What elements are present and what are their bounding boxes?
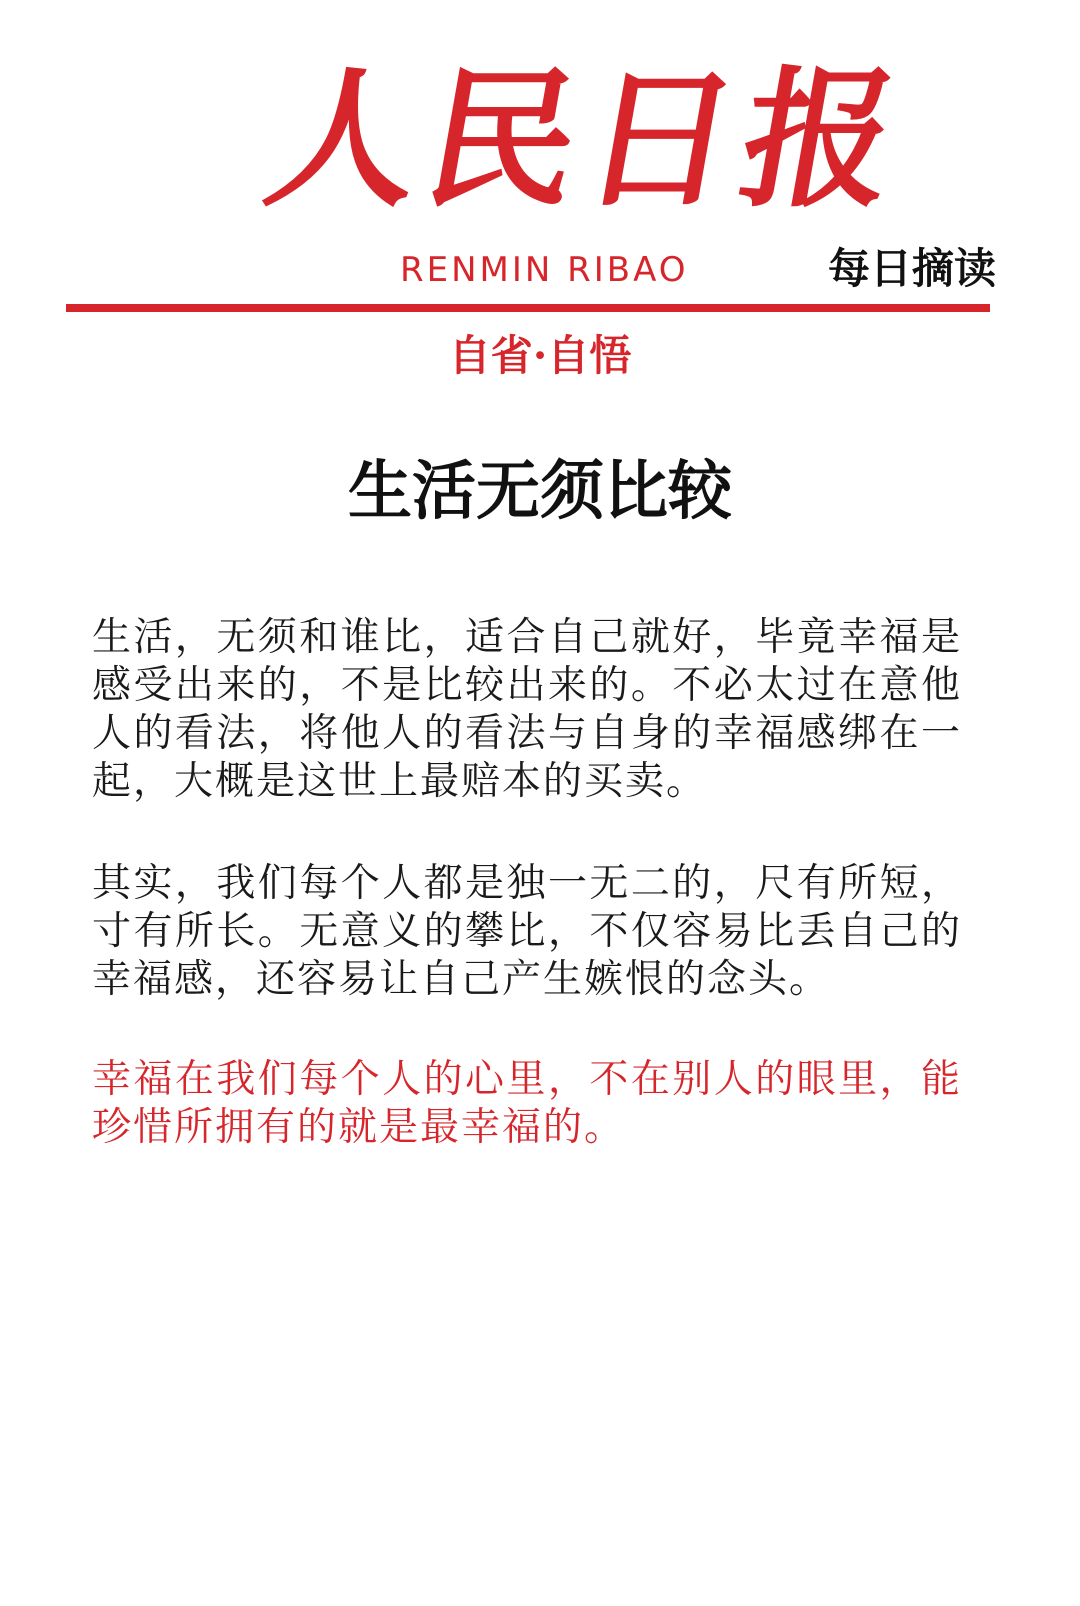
article-paragraph-1: 生活，无须和谁比，适合自己就好，毕竟幸福是感受出来的，不是比较出来的。不必太过在意他人的看法，将他人的看法与自身的幸福感绑在一起，大概是这世上最赔本的买卖。	[92, 615, 962, 804]
masthead-pinyin: RENMIN RIBAO	[400, 250, 689, 290]
masthead-logo: 人民日报	[254, 52, 918, 228]
column-name: 每日摘读	[827, 244, 996, 293]
article-title: 生活无须比较	[348, 454, 732, 529]
section-label: 自省·自悟	[448, 331, 632, 380]
article-paragraph-2: 其实，我们每个人都是独一无二的，尺有所短，寸有所长。无意义的攀比，不仅容易比丢自己的幸福感，还容易让自己产生嫉恨的念头。	[92, 861, 962, 1002]
masthead-divider	[66, 304, 990, 312]
article-highlight-paragraph: 幸福在我们每个人的心里，不在别人的眼里，能珍惜所拥有的就是最幸福的。	[92, 1057, 962, 1150]
